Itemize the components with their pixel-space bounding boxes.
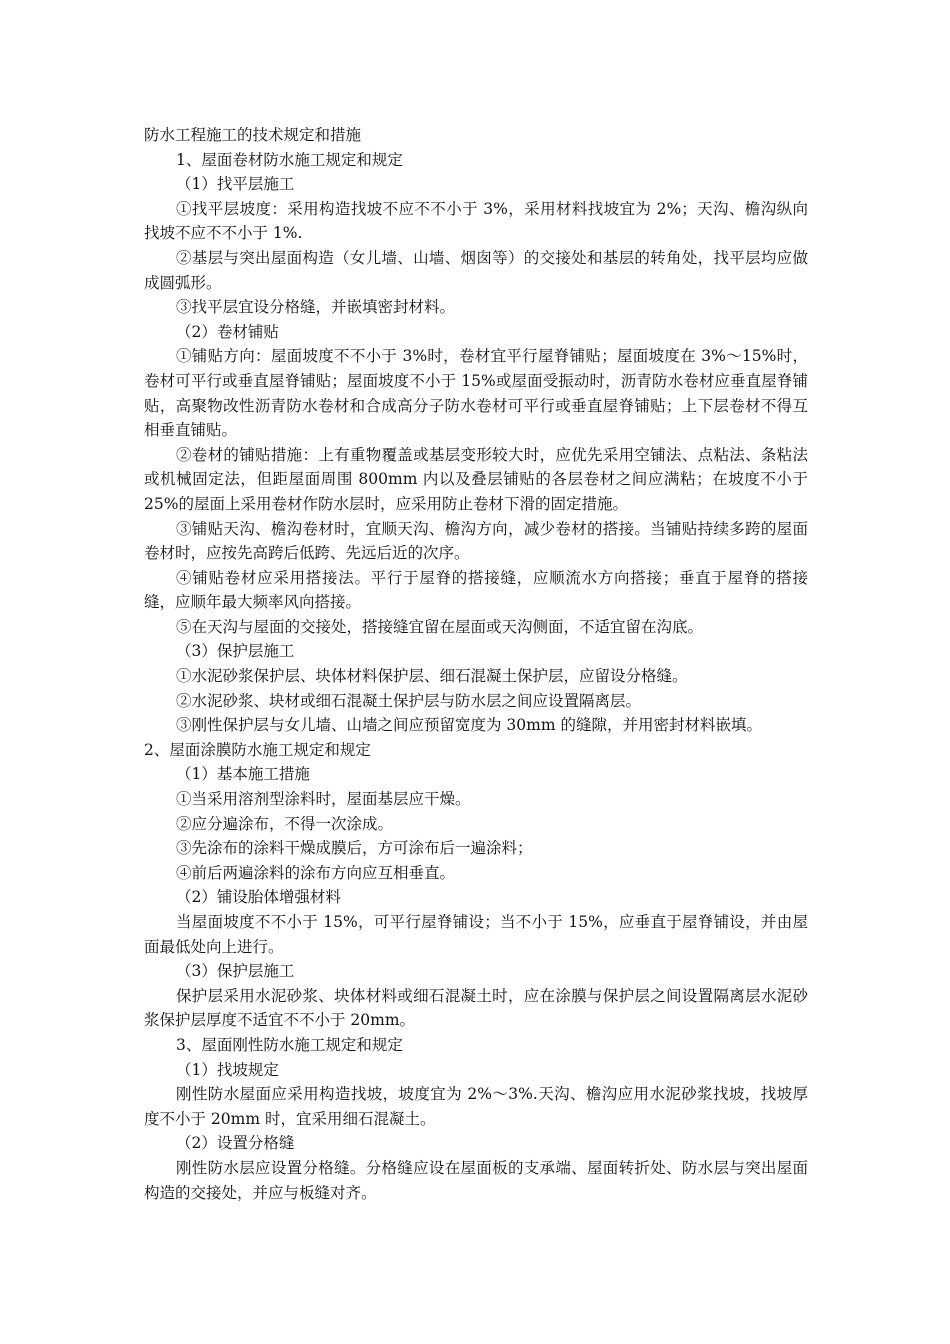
paragraph: ③刚性保护层与女儿墙、山墙之间应预留宽度为 30mm 的缝隙，并用密封材料嵌填。 (176, 716, 762, 735)
paragraph: ③找平层宜设分格缝，并嵌填密封材料。 (176, 298, 456, 317)
subsection-heading: （1）基本施工措施 (176, 765, 310, 784)
paragraph: ①铺贴方向：屋面坡度不不小于 3%时，卷材宜平行屋脊铺贴；屋面坡度在 3%～15%时，卷材可平行或垂直屋脊铺贴；屋面坡度不小于 15%或屋面受振动时，沥青防水卷材应垂直屋脊铺贴，高聚物改性沥青防水卷材和合成高分子防水卷材可平行或垂直屋脊铺贴；上下层卷材不得互相垂直铺贴。 (144, 347, 808, 440)
subsection-heading: （2）设置分格缝 (176, 1134, 295, 1153)
subsection-heading: （3）保护层施工 (176, 962, 295, 981)
paragraph: ②水泥砂浆、块材或细石混凝土保护层与防水层之间应设置隔离层。 (176, 691, 642, 710)
paragraph: ⑤在天沟与屋面的交接处，搭接缝宜留在屋面或天沟侧面，不适宜留在沟底。 (176, 617, 704, 636)
section-heading-2: 2、屋面涂膜防水施工规定和规定 (144, 740, 371, 759)
paragraph: ④前后两遍涂料的涂布方向应互相垂直。 (176, 863, 456, 882)
paragraph: ①当采用溶剂型涂料时，屋面基层应干燥。 (176, 790, 471, 809)
paragraph: ①找平层坡度：采用构造找坡不应不不小于 3%，采用材料找坡宜为 2%；天沟、檐沟纵向找坡不应不不小于 1%. (144, 199, 808, 243)
subsection-heading: （3）保护层施工 (176, 642, 295, 661)
paragraph: 当屋面坡度不不小于 15%，可平行屋脊铺设；当不小于 15%，应垂直于屋脊铺设，并由屋面最低处向上进行。 (144, 913, 808, 956)
paragraph: ②卷材的铺贴措施：上有重物覆盖或基层变形较大时，应优先采用空铺法、点粘法、条粘法或机械固定法，但距屋面周围 800mm 内以及叠层铺贴的各层卷材之间应满粘；在坡度不小于 25%的屋面上采用卷材作防水层时，应采用防止卷材下滑的固定措施。 (144, 445, 808, 513)
subsection-heading: （1）找坡规定 (176, 1060, 279, 1079)
document-title: 防水工程施工的技术规定和措施 (144, 126, 362, 144)
document-body (144, 123, 808, 1205)
paragraph: 刚性防水屋面应采用构造找坡，坡度宜为 2%～3%.天沟、檐沟应用水泥砂浆找坡，找坡厚度不小于 20mm 时，宜采用细石混凝土。 (144, 1085, 808, 1128)
subsection-heading: （1）找平层施工 (176, 175, 295, 194)
paragraph: 刚性防水层应设置分格缝。分格缝应设在屋面板的支承端、屋面转折处、防水层与突出屋面构造的交接处，并应与板缝对齐。 (144, 1158, 808, 1202)
paragraph: ②应分遍涂布，不得一次涂成。 (176, 814, 394, 833)
subsection-heading: （2）铺设胎体增强材料 (176, 888, 341, 907)
paragraph: ③先涂布的涂料干燥成膜后，方可涂布后一遍涂料； (176, 839, 533, 858)
subsection-heading: （2）卷材铺贴 (176, 322, 279, 341)
paragraph: ②基层与突出屋面构造（女儿墙、山墙、烟囱等）的交接处和基层的转角处，找平层均应做成圆弧形。 (144, 248, 808, 292)
paragraph: ①水泥砂浆保护层、块体材料保护层、细石混凝土保护层，应留设分格缝。 (176, 667, 688, 686)
section-heading-3: 3、屋面刚性防水施工规定和规定 (176, 1035, 403, 1054)
paragraph: 保护层采用水泥砂浆、块体材料或细石混凝土时，应在涂膜与保护层之间设置隔离层水泥砂浆保护层厚度不适宜不不小于 20mm。 (144, 986, 808, 1030)
paragraph: ④铺贴卷材应采用搭接法。平行于屋脊的搭接缝，应顺流水方向搭接；垂直于屋脊的搭接缝，应顺年最大频率风向搭接。 (144, 568, 808, 612)
paragraph: ③铺贴天沟、檐沟卷材时，宜顺天沟、檐沟方向，减少卷材的搭接。当铺贴持续多跨的屋面卷材时，应按先高跨后低跨、先远后近的次序。 (144, 519, 808, 563)
section-heading-1: 1、屋面卷材防水施工规定和规定 (176, 150, 403, 169)
